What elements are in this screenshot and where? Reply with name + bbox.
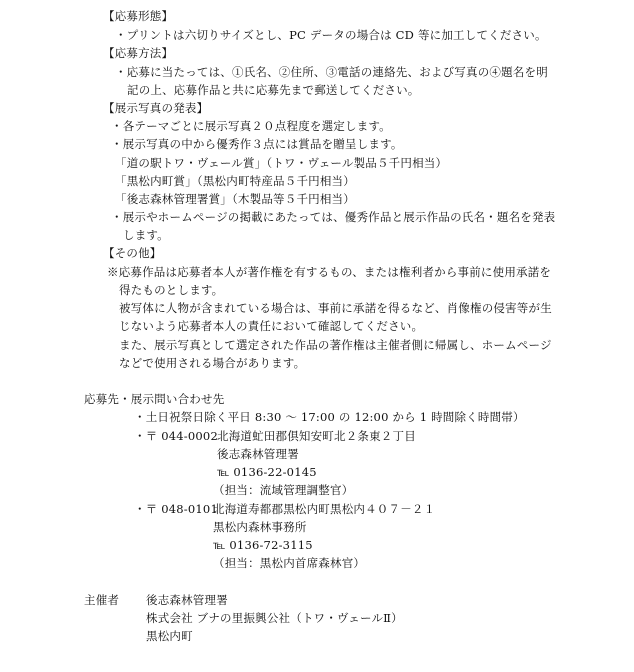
method-line-1: ・応募に当たっては、①氏名、②住所、③電話の連絡先、および写真の④題名を明 — [115, 65, 548, 79]
office1-name: 後志森林管理署 — [217, 447, 299, 461]
other-line-6: などで使用される場合があります。 — [119, 356, 306, 370]
organizer-2: 株式会社 ブナの里振興公社（トワ・ヴェールⅡ） — [146, 611, 403, 625]
office2-tel: ℡ 0136-72-3115 — [213, 538, 313, 552]
award-kuromatsunai: 「黒松内町賞」（黒松内町特産品５千円相当） — [115, 174, 355, 188]
announcement-line-1: ・各テーマごとに展示写真２０点程度を選定します。 — [111, 119, 391, 133]
office2-address: 北海道寿都郡黒松内町黒松内４０７－２１ — [213, 502, 436, 516]
office1-postal: ・〒 044-0002 — [134, 429, 218, 443]
contact-heading: 応募先・展示問い合わせ先 — [84, 392, 225, 406]
office1-person: （担当：流域管理調整官） — [213, 483, 354, 497]
contact-hours: ・土日祝祭日除く平日 8:30 ～ 17:00 の 12:00 から 1 時間除く時間帯） — [134, 410, 525, 424]
office2-name: 黒松内森林事務所 — [213, 520, 307, 534]
organizers-label: 主催者 — [84, 593, 120, 607]
form-line-1: ・プリントは六切りサイズとし、PC データの場合は CD 等に加工してください。 — [115, 28, 547, 42]
organizer-3: 黒松内町 — [146, 629, 193, 643]
other-line-3: 被写体に人物が含まれている場合は、事前に承諾を得るなど、肖像権の侵害等が生 — [119, 301, 552, 315]
section-heading-other: 【その他】 — [103, 246, 162, 260]
office1-tel: ℡ 0136-22-0145 — [217, 465, 317, 479]
section-heading-announcement: 【展示写真の発表】 — [103, 101, 209, 115]
announcement-line-2: ・展示写真の中から優秀作３点には賞品を贈呈します。 — [111, 137, 403, 151]
announcement-line-7: します。 — [123, 228, 169, 242]
other-line-5: また、展示写真として選定された作品の著作権は主催者側に帰属し、ホームページ — [119, 338, 552, 352]
section-heading-method: 【応募方法】 — [103, 46, 174, 60]
office1-address: 北海道虻田郡倶知安町北２条東２丁目 — [217, 429, 416, 443]
section-heading-form: 【応募形態】 — [103, 9, 174, 23]
method-line-2: 記の上、応募作品と共に応募先まで郵送してください。 — [127, 83, 420, 97]
other-line-1: ※応募作品は応募者本人が著作権を有するもの、または権利者から事前に使用承諾を — [107, 265, 552, 279]
other-line-4: じないよう応募者本人の責任において確認してください。 — [119, 319, 424, 333]
other-line-2: 得たものとします。 — [119, 283, 224, 297]
office2-postal: ・〒 048-0101 — [134, 502, 218, 516]
announcement-line-6: ・展示やホームページの掲載にあたっては、優秀作品と展示作品の氏名・題名を発表 — [111, 210, 556, 224]
organizer-1: 後志森林管理署 — [146, 593, 228, 607]
award-towa-vert: 「道の駅トワ・ヴェール賞」（トワ・ヴェール製品５千円相当） — [115, 156, 448, 170]
award-shiribeshi: 「後志森林管理署賞」（木製品等５千円相当） — [115, 192, 355, 206]
office2-person: （担当：黒松内首席森林官） — [213, 556, 366, 570]
